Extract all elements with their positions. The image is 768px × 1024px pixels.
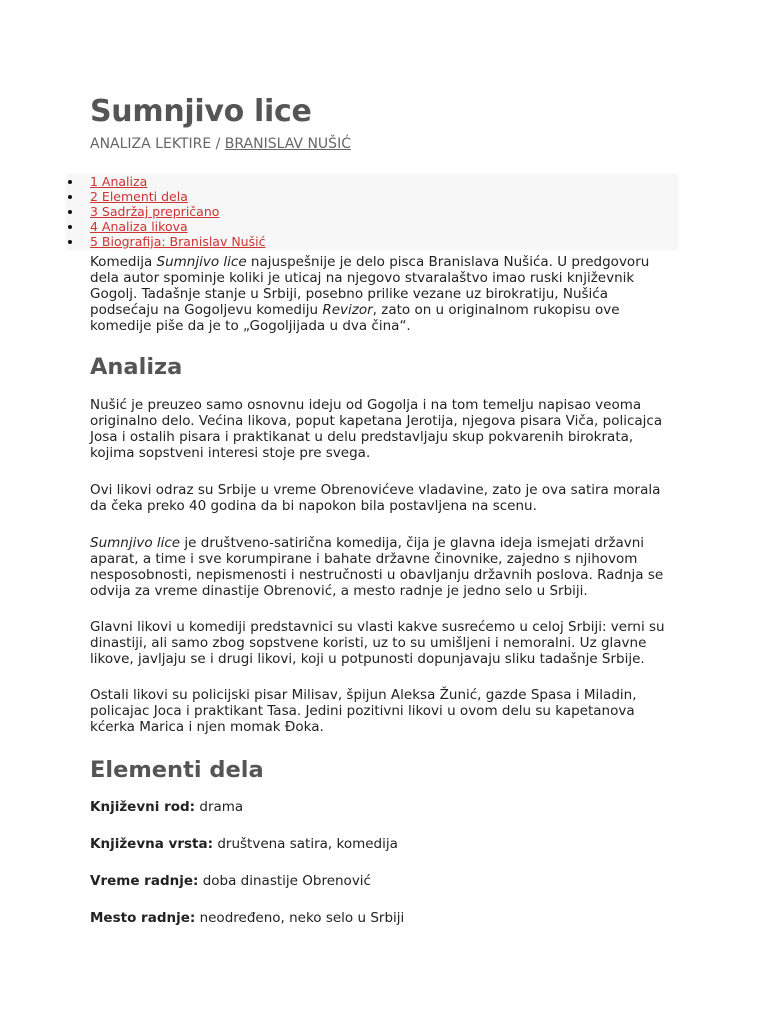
analiza-paragraph-3: Sumnjivo lice je društveno-satirična komedija, čija je glavna ideja ismejati državni aparat, a time i sve korumpirane i bahate državne činovnike, zajedno s njihovom nesposobnosti, nepismenosti i nestručnosti u obavljanju državnih poslova. Radnja se odvija za vreme dinastije Obrenović, a mesto radnje je jedno selo u Srbiji. [90,535,664,599]
toc-item-sadrzaj [66,204,678,219]
fact-vreme-radnje: Vreme radnje: doba dinastije Obrenović [90,873,371,889]
breadcrumb [90,134,678,154]
analiza-paragraph-1: Nušić je preuzeo samo osnovnu ideju od Gogolja i na tom temelju napisao veoma originalno delo. Većina likova, poput kapetana Jerotija, njegova pisara Viča, policajca Josa i ostalih pisara i praktikanat u delu predstavljaju skup pokvarenih birokrata, kojima sopstveni interesi stoje pre svega. [90,397,663,461]
article-header [90,92,678,154]
table-of-contents [66,174,678,250]
fact-knjizevni-rod: Književni rod: drama [90,799,244,815]
author-link[interactable]: BRANISLAV NUŠIĆ [224,136,351,152]
page-title: Sumnjivo lice [90,94,312,129]
toc-link-elementi[interactable]: 2 Elementi dela [90,189,188,204]
toc-item-analiza [66,174,678,189]
analiza-paragraph-4: Glavni likovi u komediji predstavnici su vlasti kakve susrećemo u celoj Srbiji: verni su dinastiji, ali samo zbog sopstvene koristi, uz to su umišljeni i nemoralni. Uz glavne likove, javljaju se i drugi likovi, koji u potpunosti dopunjavaju sliku tadašnje Srbije. [90,619,665,667]
toc-link-sadrzaj[interactable]: 3 Sadržaj prepričano [90,204,220,219]
section-heading-analiza: Analiza [90,354,183,380]
toc-link-biografija[interactable]: 5 Biografija: Branislav Nušić [90,234,266,249]
toc-item-likovi [66,219,678,234]
toc-item-biografija [66,234,678,249]
fact-knjizevna-vrsta: Književna vrsta: društvena satira, komedija [90,836,398,852]
category-label: ANALIZA LEKTIRE / [90,136,225,152]
section-elementi [90,755,680,785]
analiza-paragraph-2: Ovi likovi odraz su Srbije u vreme Obrenovićeve vladavine, zato je ova satira morala da čeka preko 40 godina da bi napokon bila postavljena na scenu. [90,482,661,514]
section-analiza [90,352,680,382]
section-heading-elementi: Elementi dela [90,757,264,783]
intro-paragraph: Komedija Sumnjivo lice najuspešnije je delo pisca Branislava Nušića. U predgovoru dela autor spominje koliki je uticaj na njegovo stvaralaštvo imao ruski književnik Gogolj. Tadašnje stanje u Srbiji, posebno prilike vezane uz birokratiju, Nušića podsećaju na Gogoljevu komediju Revizor, zato on u originalnom rukopisu ove komedije piše da je to „Gogoljijada u dva čina“. [90,254,650,334]
toc-link-analiza[interactable]: 1 Analiza [90,174,148,189]
fact-mesto-radnje: Mesto radnje: neodređeno, neko selo u Srbiji [90,910,405,926]
toc-item-elementi [66,189,678,204]
analiza-paragraph-5: Ostali likovi su policijski pisar Milisav, špijun Aleksa Žunić, gazde Spasa i Miladin, policajac Joca i praktikant Tasa. Jedini pozitivni likovi u ovom delu su kapetanova kćerka Marica i njen momak Đoka. [90,687,637,735]
toc-link-likovi[interactable]: 4 Analiza likova [90,219,188,234]
